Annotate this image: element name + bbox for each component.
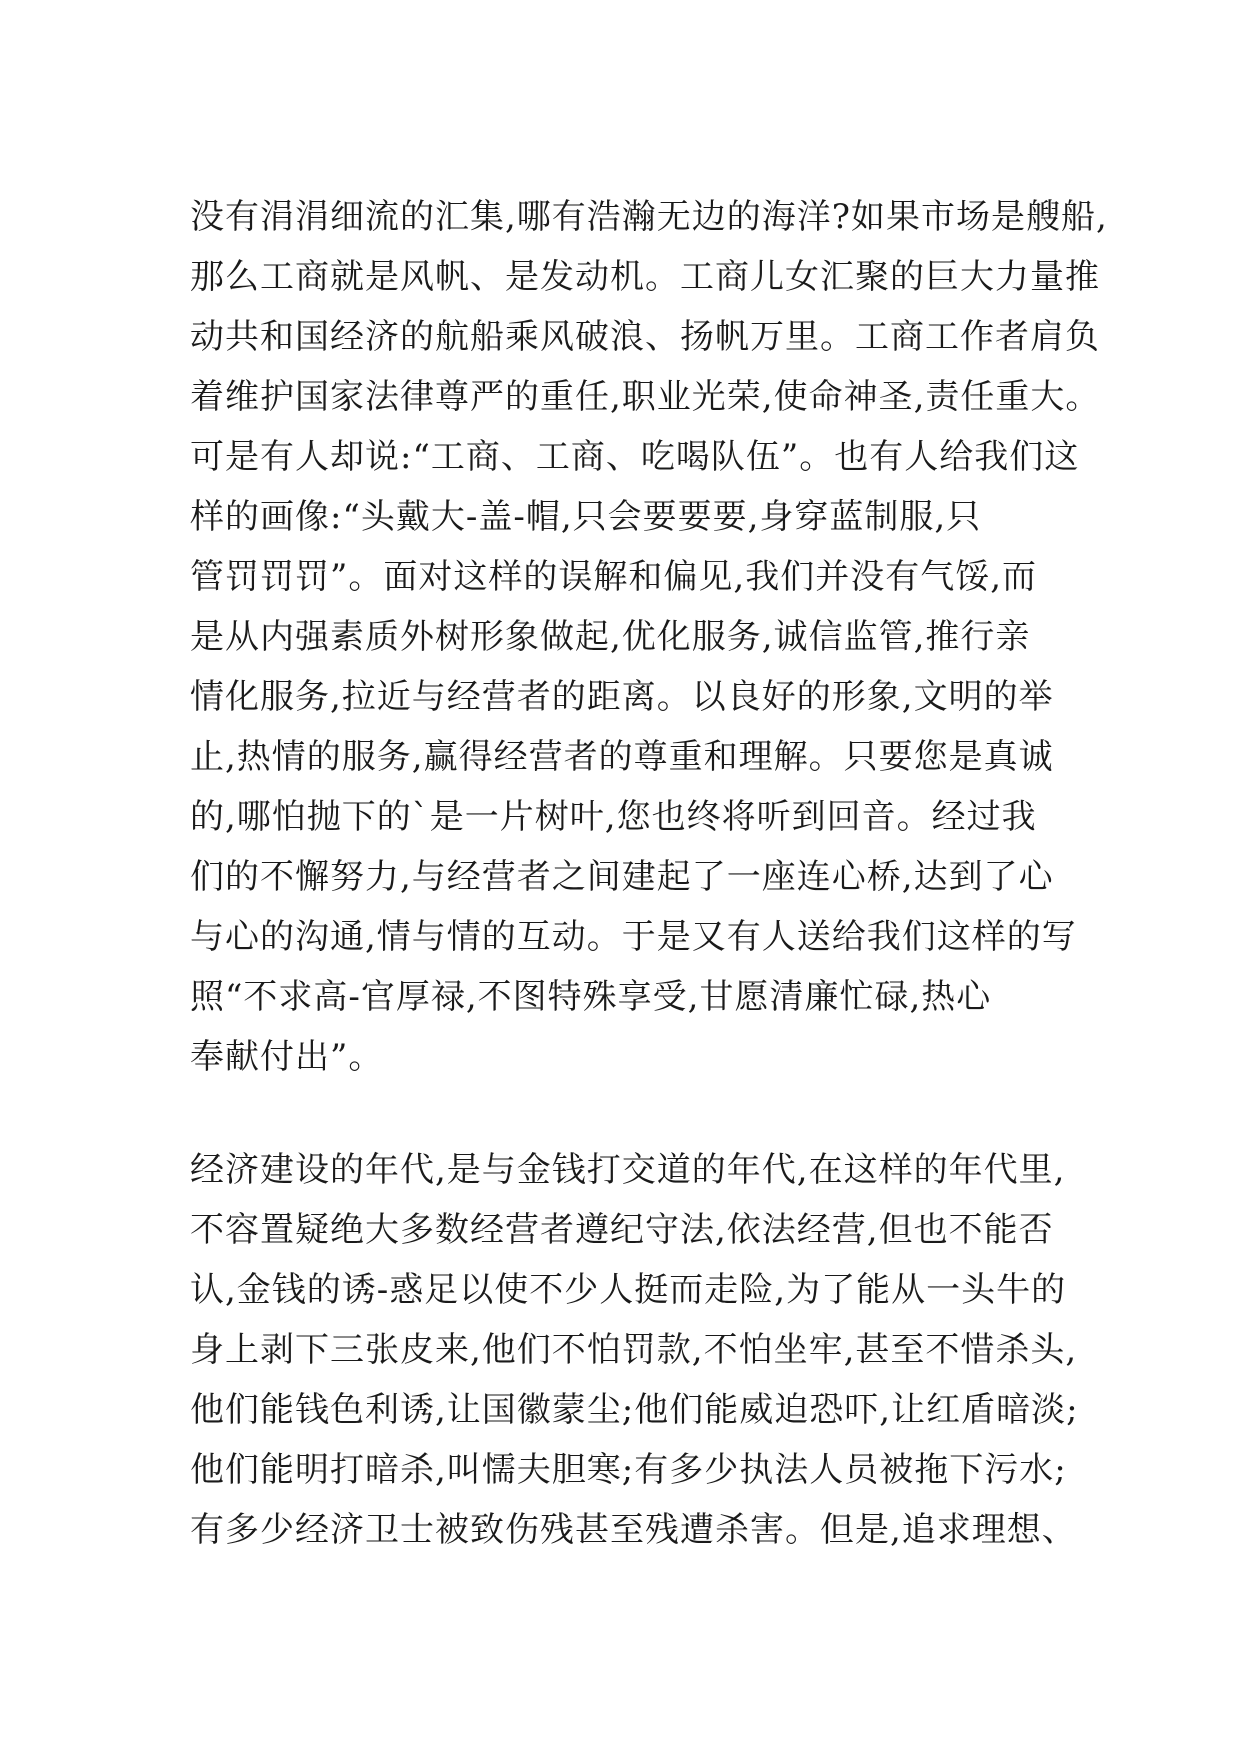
text-line: 认,金钱的诱-惑足以使不少人挺而走险,为了能从一头牛的: [190, 1270, 1067, 1310]
text-line: 可是有人却说:“工商、工商、吃喝队伍”。也有人给我们这: [190, 437, 1080, 477]
text-line: 情化服务,拉近与经营者的距离。以良好的形象,文明的举: [190, 677, 1054, 717]
paragraph-1: [190, 187, 1108, 1087]
text-line: 没有涓涓细流的汇集,哪有浩瀚无边的海洋?如果市场是艘船,: [190, 197, 1108, 237]
text-line: 管罚罚罚”。面对这样的误解和偏见,我们并没有气馁,而: [190, 557, 1037, 597]
text-line: 不容置疑绝大多数经营者遵纪守法,依法经营,但也不能否: [190, 1210, 1054, 1250]
text-line: 是从内强素质外树形象做起,优化服务,诚信监管,推行亲: [190, 617, 1031, 657]
text-line: 他们能明打暗杀,叫懦夫胆寒;有多少执法人员被拖下污水;: [190, 1450, 1067, 1490]
text-line: 们的不懈努力,与经营者之间建起了一座连心桥,达到了心: [190, 857, 1054, 897]
text-line: 那么工商就是风帆、是发动机。工商儿女汇聚的巨大力量推: [190, 257, 1100, 297]
text-line: 样的画像:“头戴大-盖-帽,只会要要要,身穿蓝制服,只: [190, 497, 982, 537]
text-line: 有多少经济卫士被致伤残甚至残遭杀害。但是,追求理想、: [190, 1510, 1077, 1550]
text-line: 照“不求高-官厚禄,不图特殊享受,甘愿清廉忙碌,热心: [190, 977, 992, 1017]
text-line: 动共和国经济的航船乘风破浪、扬帆万里。工商工作者肩负: [190, 317, 1100, 357]
text-line: 身上剥下三张皮来,他们不怕罚款,不怕坐牢,甚至不惜杀头,: [190, 1330, 1078, 1370]
text-line: 止,热情的服务,赢得经营者的尊重和理解。只要您是真诚: [190, 737, 1054, 777]
text-line: 经济建设的年代,是与金钱打交道的年代,在这样的年代里,: [190, 1150, 1066, 1190]
text-line: 的,哪怕抛下的`是一片树叶,您也终将听到回音。经过我: [190, 797, 1037, 837]
paragraph-2: [190, 1140, 1090, 1560]
text-line: 奉献付出”。: [190, 1037, 384, 1077]
text-line: 着维护国家法律尊严的重任,职业光荣,使命神圣,责任重大。: [190, 377, 1101, 417]
text-line: 与心的沟通,情与情的互动。于是又有人送给我们这样的写: [190, 917, 1077, 957]
text-line: 他们能钱色利诱,让国徽蒙尘;他们能威迫恐吓,让红盾暗淡;: [190, 1390, 1079, 1430]
